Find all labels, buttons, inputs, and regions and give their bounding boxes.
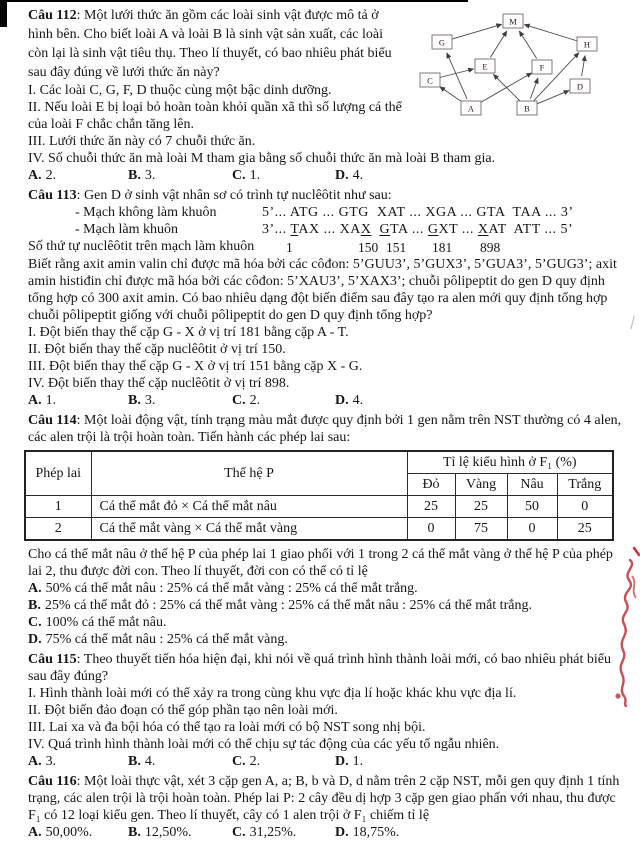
statement-4: IV. Số chuỗi thức ăn mà loài M tham gia bằng số chuỗi thức ăn mà loài B tham gia. bbox=[28, 151, 496, 166]
answer-option-b: B. 3. bbox=[128, 393, 156, 408]
question-116 bbox=[28, 773, 622, 841]
statement-1: I. Hình thành loài mới có thể xảy ra trong cùng khu vực địa lí hoặc khác khu vực địa lí. bbox=[28, 686, 517, 701]
nucleotide-position: 181 bbox=[432, 240, 453, 255]
answer-option-a: A. 3. bbox=[28, 754, 57, 769]
food-web-diagram bbox=[412, 6, 622, 126]
cell-do: 25 bbox=[407, 496, 455, 518]
strand-sequence-coding: 5’... ATG ... GTG XAT ... XGA ... GTA TAA ... 3’ bbox=[262, 205, 574, 220]
svg-text:F: F bbox=[539, 62, 545, 73]
answer-option-b: B. 12,50%. bbox=[128, 825, 192, 840]
answer-option-a: A. 50% cá thể mắt nâu : 25% cá thể mắt vàng : 25% cá thể mắt trắng. bbox=[28, 581, 418, 596]
option-letter: C. bbox=[232, 168, 246, 183]
cell-nau: 0 bbox=[507, 518, 557, 541]
question-text: : Theo thuyết tiến hóa hiện đại, khi nói về quá trình hình thành loài mới, có bao nhiêu phát biểu sau đây đúng? bbox=[28, 652, 611, 684]
statement-3: III. Lưới thức ăn này có 7 chuỗi thức ăn. bbox=[28, 134, 256, 149]
food-web-edge-B-F bbox=[530, 78, 538, 98]
cell-vang: 25 bbox=[455, 496, 507, 518]
food-web-edge-H-M bbox=[525, 25, 578, 41]
food-web-node-A bbox=[461, 101, 481, 115]
statement-2: II. Đột biến đảo đoạn có thể góp phần tạo nên loài mới. bbox=[28, 703, 338, 718]
question-number: Câu 116 bbox=[28, 774, 77, 789]
table-row bbox=[25, 496, 613, 518]
nucleotide-position: 1 bbox=[286, 240, 293, 255]
question-text: : Một loài động vật, tính trạng màu mắt được quy định bởi 1 gen nằm trên NST thường có 4 alen, các alen trội là trội hoàn toàn. Tiến hành các phép lai sau: bbox=[28, 413, 622, 445]
cell-the-he-p: Cá thể mắt đỏ × Cá thể mắt nâu bbox=[91, 496, 407, 518]
option-text: 1. bbox=[249, 168, 261, 183]
answer-option-a bbox=[28, 167, 128, 184]
question-number: Câu 115 bbox=[28, 652, 77, 667]
question-114-body: Cho cá thể mắt nâu ở thế hệ P của phép lai 1 giao phối với 1 trong 2 cá thể mắt vàng ở thế hệ P của phép lai 2, thu được đời con. Theo lí thuyết, đời con có thể có tỉ lệ bbox=[28, 547, 613, 579]
question-text: : Một lưới thức ăn gồm các loài sinh vật được mô tả ở hình bên. Cho biết loài A và loài B là sinh vật sản xuất, các loài còn lại là sinh vật tiêu thụ. Theo lí thuyết, có bao nhiêu phát biểu sau đây đúng về lưới thức ăn này? bbox=[28, 8, 392, 80]
answer-option-a: A. 50,00%. bbox=[28, 825, 93, 840]
food-web-edge-E-M bbox=[490, 31, 506, 57]
option-text: 3. bbox=[144, 168, 156, 183]
question-113-body: Biết rằng axit amin valin chỉ được mã hóa bởi các côđon: 5’GUU3’, 5’GUX3’, 5’GUA3’, 5’GUG3’; axit amin histiđin chỉ được mã hóa bởi các côđon: 5’XAU3’, 5’XAX3’; chuỗi pôlipeptit do gen D quy định tổng hợp có 300 axit amin. Có bao nhiêu dạng đột biến điểm sau đây tạo ra alen mới quy định tổng hợp chuỗi pôlipeptit giống với chuỗi pôlipeptit do gen D quy định tổng hợp? bbox=[28, 257, 617, 323]
food-web-node-C bbox=[420, 73, 440, 87]
food-web-edge-A-F bbox=[480, 73, 532, 103]
question-113 bbox=[28, 187, 622, 409]
answer-option-d: D. 4. bbox=[335, 393, 364, 408]
answer-option-d: D. 18,75%. bbox=[335, 825, 400, 840]
cell-trang: 0 bbox=[557, 496, 613, 518]
answer-option-c bbox=[232, 167, 335, 184]
col-header-the-he-p: Thế hệ P bbox=[91, 451, 407, 496]
scan-artifact-top-line bbox=[0, 0, 468, 2]
dna-sequence-block bbox=[28, 204, 622, 256]
question-text: : Gen D ở sinh vật nhân sơ có trình tự nuclêôtit như sau: bbox=[76, 188, 392, 203]
nucleotide-position: 898 bbox=[480, 240, 501, 255]
statement-1: I. Đột biến thay thế cặp G - X ở vị trí 181 bằng cặp A - T. bbox=[28, 325, 349, 340]
food-web-node-D bbox=[570, 79, 590, 93]
nucleotide-position: 151 bbox=[386, 240, 407, 255]
strand-label-coding: - Mạch không làm khuôn bbox=[75, 205, 217, 220]
answer-option-c: C. 31,25%. bbox=[232, 825, 297, 840]
answer-option-c: C. 2. bbox=[232, 393, 261, 408]
table-row bbox=[25, 518, 613, 541]
statement-4: IV. Đột biến thay thế cặp nuclêôtit ở vị trí 898. bbox=[28, 376, 290, 391]
answer-option-d bbox=[335, 167, 622, 184]
svg-text:E: E bbox=[482, 61, 488, 72]
answer-option-d: D. 75% cá thể mắt nâu : 25% cá thể mắt vàng. bbox=[28, 632, 288, 647]
statement-3: III. Đột biến thay thế cặp G - X ở vị trí 151 bằng cặp X - G. bbox=[28, 359, 363, 374]
svg-text:G: G bbox=[438, 37, 446, 48]
strand-sequence-template: 3’... TAX ... XAX GTA ... GXT ... XAT ATT ... 5’ bbox=[262, 222, 574, 237]
food-web-node-G bbox=[432, 35, 452, 49]
statement-2: II. Đột biến thay thế cặp nuclêôtit ở vị trí 150. bbox=[28, 342, 286, 357]
question-115 bbox=[28, 651, 622, 770]
food-web-node-H bbox=[577, 37, 597, 51]
answer-option-d: D. 1. bbox=[335, 754, 364, 769]
subcol-trang: Trắng bbox=[557, 474, 613, 496]
option-text: 4. bbox=[352, 168, 364, 183]
red-pen-scribble bbox=[610, 546, 640, 708]
option-text: 2. bbox=[45, 168, 57, 183]
position-row-label: Số thứ tự nuclêôtit trên mạch làm khuôn bbox=[28, 239, 255, 254]
statement-2: II. Nếu loài E bị loại bỏ hoàn toàn khỏi quần xã thì số lượng cá thể của loài F chắc chắn tăng lên. bbox=[28, 100, 402, 132]
scan-artifact-corner-bar bbox=[0, 0, 7, 27]
options-row bbox=[28, 392, 622, 409]
question-114 bbox=[28, 412, 622, 648]
question-text: : Một loài thực vật, xét 3 cặp gen A, a; B, b và D, d nằm trên 2 cặp NST, mỗi gen quy định 1 tính trạng, các alen trội là trội hoàn toàn. Phép lai P: 2 cây đều dị hợp 3 cặp gen giao phấn với nhau, thu được F₁ có 12 loại kiểu gen. Theo lí thuyết, cây có 1 alen trội ở F₁ chiếm tỉ lệ bbox=[28, 774, 620, 823]
cell-do: 0 bbox=[407, 518, 455, 541]
cell-trang: 25 bbox=[557, 518, 613, 541]
subcol-nau: Nâu bbox=[507, 474, 557, 496]
food-web-edge-G-M bbox=[452, 24, 502, 39]
subcol-do: Đỏ bbox=[407, 474, 455, 496]
subcol-vang: Vàng bbox=[455, 474, 507, 496]
option-letter: A. bbox=[28, 168, 42, 183]
option-letter: B. bbox=[128, 168, 141, 183]
col-header-phep-lai: Phép lai bbox=[25, 451, 91, 496]
nucleotide-position: 150 bbox=[358, 240, 379, 255]
cell-nau: 50 bbox=[507, 496, 557, 518]
question-113-intro bbox=[28, 187, 622, 204]
options-row bbox=[28, 753, 622, 770]
food-web-edge-D-H bbox=[582, 56, 585, 76]
food-web-node-F bbox=[532, 60, 552, 74]
svg-text:A: A bbox=[467, 103, 475, 114]
cell-vang: 75 bbox=[455, 518, 507, 541]
cell-phep-lai: 1 bbox=[25, 496, 91, 518]
cell-phep-lai: 2 bbox=[25, 518, 91, 541]
food-web-node-B bbox=[517, 101, 537, 115]
answer-option-c: C. 100% cá thể mắt nâu. bbox=[28, 615, 167, 630]
answer-option-a: A. 1. bbox=[28, 393, 57, 408]
svg-text:C: C bbox=[427, 75, 433, 86]
question-number: Câu 113 bbox=[28, 188, 77, 203]
food-web-edge-A-C bbox=[440, 87, 463, 103]
question-number: Câu 114 bbox=[28, 413, 77, 428]
options-row bbox=[28, 167, 622, 184]
question-number: Câu 112 bbox=[28, 8, 77, 23]
options-list bbox=[28, 580, 622, 648]
answer-option-b: B. 25% cá thể mắt đỏ : 25% cá thể mắt vàng : 25% cá thể mắt nâu : 25% cá thể mắt trắng. bbox=[28, 598, 532, 613]
svg-text:D: D bbox=[576, 81, 584, 92]
food-web-edge-B-E bbox=[494, 75, 520, 101]
col-header-group-ratio: Tỉ lệ kiểu hình ở F₁ (%) bbox=[407, 451, 613, 474]
question-114-intro bbox=[28, 412, 622, 446]
food-web-edge-F-M bbox=[519, 31, 536, 58]
food-web-edge-A-G bbox=[447, 53, 467, 99]
answer-option-c: C. 2. bbox=[232, 754, 261, 769]
answer-option-b: B. 4. bbox=[128, 754, 156, 769]
food-web-svg bbox=[412, 6, 622, 126]
svg-text:B: B bbox=[524, 103, 530, 114]
question-115-intro bbox=[28, 651, 622, 685]
food-web-node-E bbox=[475, 59, 495, 73]
statement-3: III. Lai xa và đa bội hóa có thể tạo ra loài mới có bộ NST song nhị bội. bbox=[28, 720, 426, 735]
svg-text:H: H bbox=[583, 39, 591, 50]
question-116-intro bbox=[28, 773, 622, 824]
svg-text:M: M bbox=[509, 16, 517, 27]
question-112 bbox=[28, 6, 622, 184]
option-letter: D. bbox=[335, 168, 349, 183]
cell-the-he-p: Cá thể mắt vàng × Cá thể mắt vàng bbox=[91, 518, 407, 541]
options-row bbox=[28, 824, 622, 841]
answer-option-b bbox=[128, 167, 232, 184]
cross-results-table bbox=[24, 450, 614, 541]
food-web-edge-C-E bbox=[440, 69, 474, 78]
food-web-node-M bbox=[503, 14, 523, 28]
statement-1: I. Các loài C, G, F, D thuộc cùng một bậc dinh dưỡng. bbox=[28, 83, 332, 98]
statement-4: IV. Quá trình hình thành loài mới có thể chịu sự tác động của các yếu tố ngẫu nhiên. bbox=[28, 737, 500, 752]
strand-label-template: - Mạch làm khuôn bbox=[75, 222, 179, 237]
